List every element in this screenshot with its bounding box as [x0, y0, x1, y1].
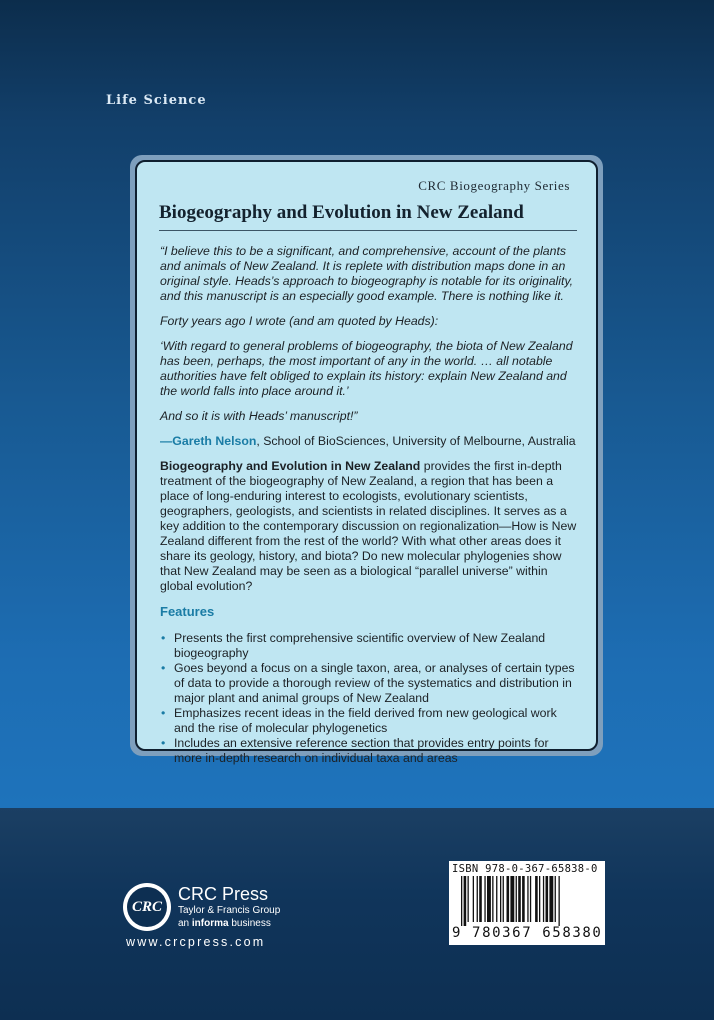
publisher-informa — [178, 917, 280, 930]
title-divider — [159, 230, 577, 231]
crc-logo-text: CRC — [127, 887, 167, 927]
feature-text: Emphasizes recent ideas in the field derived from new geological work and the rise of molecular phylogenetics — [174, 706, 557, 735]
attribution-name: —Gareth Nelson — [160, 434, 257, 448]
bullet-icon: • — [161, 631, 166, 645]
feature-item — [160, 706, 578, 736]
publisher-name: CRC Press — [178, 884, 269, 904]
bullet-icon: • — [161, 736, 166, 750]
description-lead: Biogeography and Evolution in New Zealand — [160, 459, 421, 473]
feature-text: Includes an extensive reference section that provides entry points for more in-depth research on individual taxa and areas — [174, 736, 549, 765]
publisher-group: Taylor & Francis Group — [178, 905, 281, 916]
quote-paragraph-4: And so it is with Heads’ manuscript!” — [160, 409, 358, 423]
barcode-bars-icon — [461, 876, 599, 926]
bottom-band — [0, 808, 714, 1020]
description-panel — [135, 160, 598, 765]
category-label: Life Science — [106, 93, 207, 108]
informa-bold: informa — [191, 918, 229, 929]
quote-paragraph-2: Forty years ago I wrote (and am quoted by Heads): — [160, 314, 439, 328]
quote-attribution — [160, 434, 578, 449]
feature-text: Presents the first comprehensive scientific overview of New Zealand biogeography — [174, 631, 546, 660]
bullet-icon: • — [161, 706, 166, 720]
feature-item — [160, 736, 578, 766]
feature-item — [160, 661, 578, 706]
quote-paragraph-3: ‘With regard to general problems of biogeography, the biota of New Zealand has been, perhaps, the most important of any in the world. … all notable authorities have felt obliged to explain its history: explain New Zealand and the world falls into place around it.’ — [160, 339, 573, 398]
isbn-text: ISBN 978-0-367-65838-0 — [452, 863, 598, 875]
publisher-block — [178, 884, 280, 930]
crc-logo-icon — [123, 883, 171, 931]
panel-body — [160, 244, 578, 766]
description-paragraph — [160, 459, 578, 594]
features-heading: Features — [160, 604, 215, 619]
bullet-icon: • — [161, 661, 166, 675]
attribution-affiliation: , School of BioSciences, University of Melbourne, Australia — [256, 434, 576, 448]
website-link[interactable]: www.crcpress.com — [126, 935, 266, 949]
informa-prefix: an — [178, 918, 192, 929]
feature-text: Goes beyond a focus on a single taxon, area, or analyses of certain types of data to provide a thorough review of the systematics and distribution in major plant and animal groups of New Zealand — [174, 661, 575, 705]
book-title: Biogeography and Evolution in New Zealand — [159, 202, 524, 223]
features-list — [160, 631, 578, 766]
barcode — [449, 861, 605, 945]
description-text: provides the first in-depth treatment of the biogeography of New Zealand, a region that has been a place of long-enduring interest to ecologists, evolutionary scientists, geographers, geologists, and scientists in related disciplines. It serves as a key addition to the contemporary discussion on regionalization—How is New Zealand different from the rest of the world? With what other areas does it share its geology, history, and biota? Do new molecular phylogenies show that New Zealand may be seen as a biological “parallel universe” within global evolution? — [160, 459, 577, 593]
series-name: CRC Biogeography Series — [418, 178, 570, 193]
ean-text: 9 780367 658380 — [452, 925, 603, 941]
feature-item — [160, 631, 578, 661]
quote-paragraph-1: “I believe this to be a significant, and comprehensive, account of the plants and animals of New Zealand. It is replete with distribution maps done in an original style. Heads’s approach to biogeography is notable for its originality, and this manuscript is an especially good example. There is nothing like it. — [160, 244, 574, 303]
informa-suffix: business — [228, 918, 271, 929]
